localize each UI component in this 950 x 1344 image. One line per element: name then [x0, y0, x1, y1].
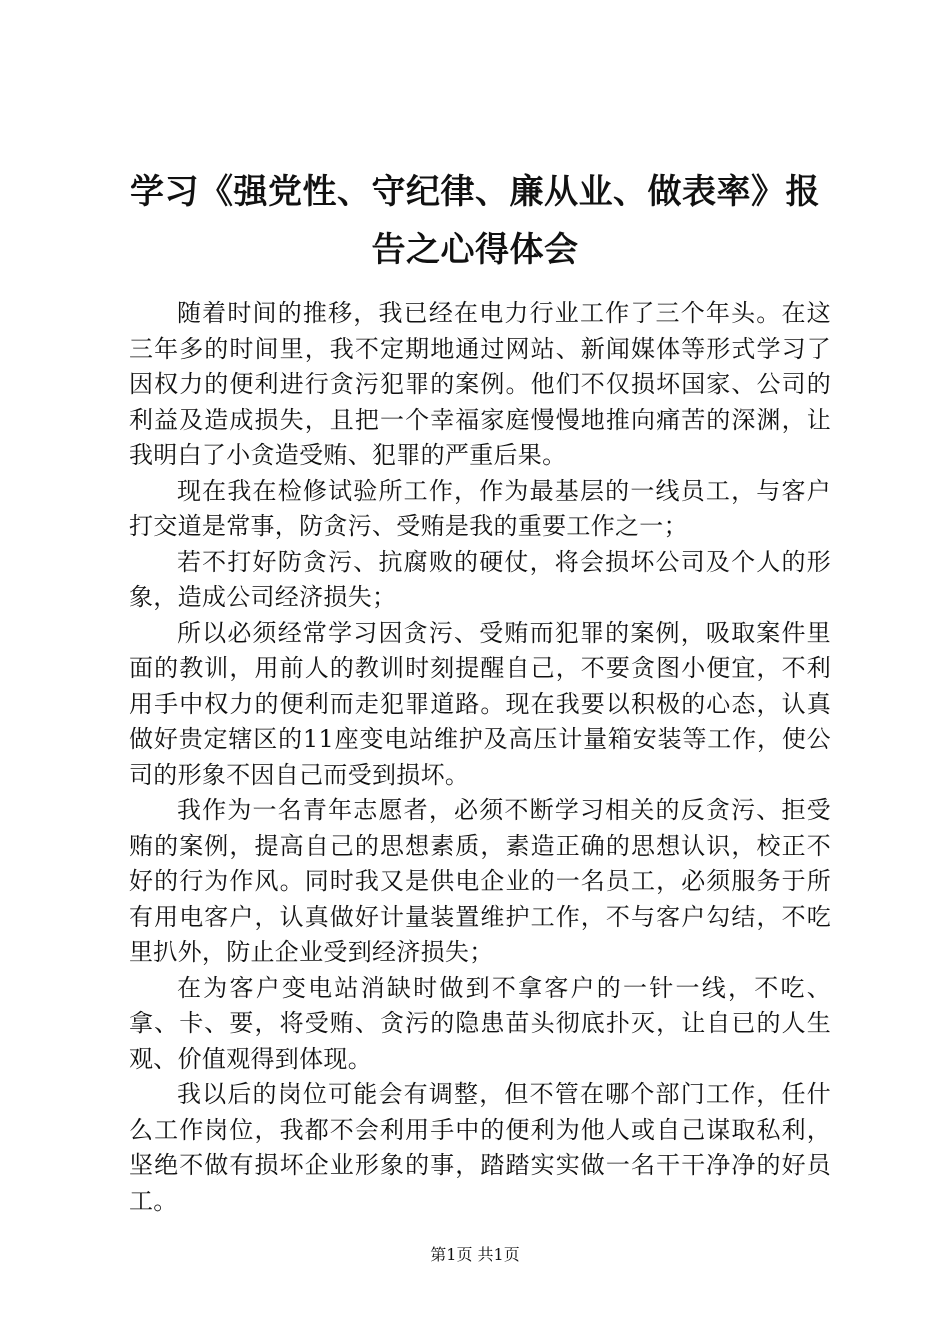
paragraph-1: 随着时间的推移，我已经在电力行业工作了三个年头。在这三年多的时间里，我不定期地通过网站、新闻媒体等形式学习了因权力的便利进行贪污犯罪的案例。他们不仅损坏国家、公司的利益及造成损失，且把一个幸福家庭慢慢地推向痛苦的深渊，让我明白了小贪造受贿、犯罪的严重后果。: [129, 299, 831, 469]
paragraph-5: 我作为一名青年志愿者，必须不断学习相关的反贪污、拒受贿的案例，提高自己的思想素质，素造正确的思想认识，校正不好的行为作风。同时我又是供电企业的一名员工，必须服务于所有用电客户，认真做好计量装置维护工作，不与客户勾结，不吃里扒外，防止企业受到经济损失；: [129, 796, 831, 966]
paragraph-2: 现在我在检修试验所工作，作为最基层的一线员工，与客户打交道是常事，防贪污、受贿是我的重要工作之一；: [129, 476, 831, 540]
paragraph-7: 我以后的岗位可能会有调整，但不管在哪个部门工作，任什么工作岗位，我都不会利用手中的便利为他人或自己谋取私利，坚绝不做有损坏企业形象的事，踏踏实实做一名干干净净的好员工。: [129, 1080, 831, 1215]
document-title: 学习《强党性、守纪律、廉从业、做表率》报告之心得体会: [130, 172, 820, 270]
page-footer: 第1页 共1页: [430, 1245, 520, 1264]
paragraph-4: 所以必须经常学习因贪污、受贿而犯罪的案例，吸取案件里面的教训，用前人的教训时刻提醒自己，不要贪图小便宜，不利用手中权力的便利而走犯罪道路。现在我要以积极的心态，认真做好贵定辖区的11座变电站维护及高压计量箱安装等工作，使公司的形象不因自己而受到损坏。: [129, 618, 831, 789]
document-body: [129, 296, 831, 1219]
paragraph-3: 若不打好防贪污、抗腐败的硬仗，将会损坏公司及个人的形象，造成公司经济损失；: [129, 547, 831, 611]
paragraph-6: 在为客户变电站消缺时做到不拿客户的一针一线，不吃、拿、卡、要，将受贿、贪污的隐患苗头彻底扑灭，让自已的人生观、价值观得到体现。: [129, 973, 831, 1073]
